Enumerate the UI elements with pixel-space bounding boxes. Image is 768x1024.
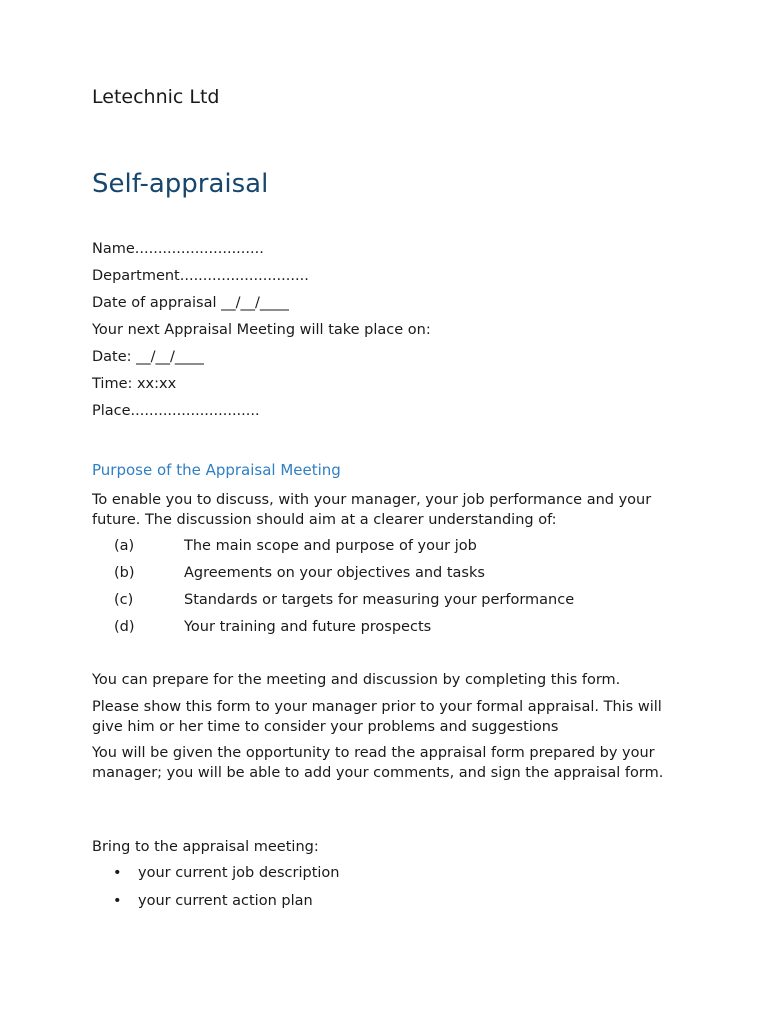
meeting-date-field: Date: __/__/____ — [92, 349, 204, 365]
purpose-item-marker: (b) — [114, 565, 135, 581]
bring-heading: Bring to the appraisal meeting: — [92, 839, 319, 855]
show-form-paragraph: Please show this form to your manager prior to your formal appraisal. This will give him or her time to consider your problems and suggestions — [92, 699, 662, 735]
purpose-intro: To enable you to discuss, with your manager, your job performance and your future. The discussion should aim at a clearer understanding of: — [92, 492, 652, 528]
purpose-item-text: The main scope and purpose of your job — [184, 538, 477, 554]
purpose-item-text: Your training and future prospects — [184, 619, 432, 635]
purpose-heading: Purpose of the Appraisal Meeting — [92, 461, 341, 479]
date-of-appraisal-field: Date of appraisal __/__/____ — [92, 295, 289, 311]
purpose-item-marker: (a) — [114, 538, 135, 554]
meeting-place-field: Place............................ — [92, 403, 260, 419]
bullet-icon: • — [113, 893, 122, 909]
meeting-time-field: Time: xx:xx — [92, 376, 177, 392]
opportunity-paragraph: You will be given the opportunity to read the appraisal form prepared by your manager; you will be able to add your comments, and sign the appraisal form. — [92, 745, 664, 781]
name-field: Name............................ — [92, 241, 264, 257]
next-meeting-label: Your next Appraisal Meeting will take place on: — [92, 322, 431, 338]
bring-item-text: your current job description — [138, 865, 340, 881]
purpose-item-marker: (d) — [114, 619, 135, 635]
prepare-paragraph: You can prepare for the meeting and discussion by completing this form. — [92, 672, 621, 688]
purpose-item-text: Agreements on your objectives and tasks — [184, 565, 485, 581]
purpose-item-marker: (c) — [114, 592, 134, 608]
document-title: Self-appraisal — [92, 169, 269, 199]
bring-item-text: your current action plan — [138, 893, 313, 909]
bullet-icon: • — [113, 865, 122, 881]
purpose-item-text: Standards or targets for measuring your performance — [184, 592, 575, 608]
department-field: Department............................ — [92, 268, 309, 284]
company-name: Letechnic Ltd — [92, 86, 220, 108]
